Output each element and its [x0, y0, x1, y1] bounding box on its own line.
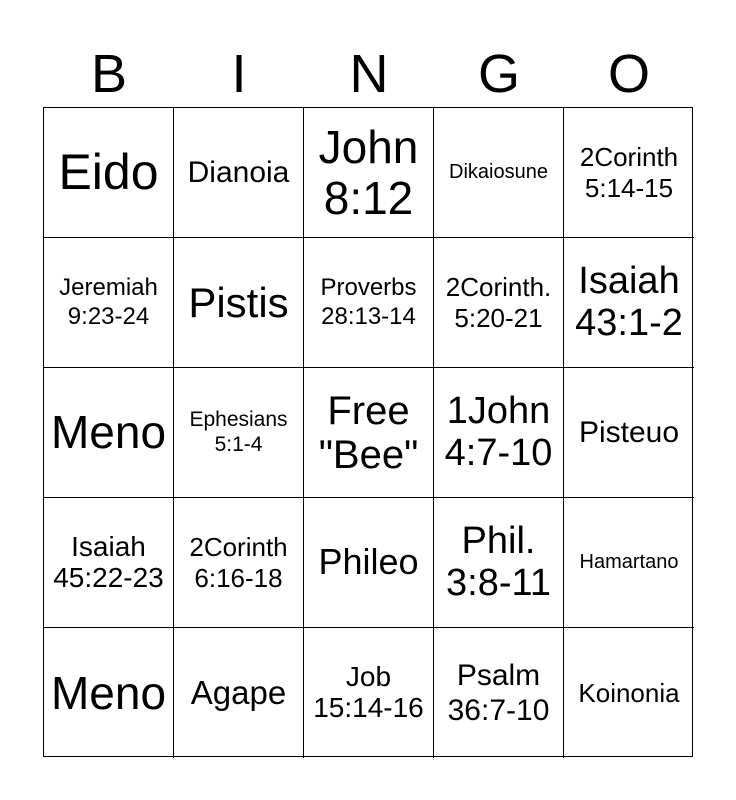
bingo-cell-r1-c4[interactable] [434, 108, 564, 238]
bingo-header [44, 40, 694, 108]
cell-text: Pisteuo [578, 415, 680, 449]
cell-text: 2Corinth 6:16-18 [189, 531, 288, 593]
bingo-cell-r1-c5[interactable] [564, 108, 694, 238]
cell-text: 2Corinth. 5:20-21 [445, 271, 552, 333]
bingo-cell-r1-c3[interactable] [304, 108, 434, 238]
cell-text: Proverbs 28:13-14 [320, 274, 417, 330]
cell-text: Isaiah 45:22-23 [53, 530, 164, 593]
bingo-cell-r4-c3[interactable] [304, 498, 434, 628]
header-letter-o: O [607, 44, 650, 104]
cell-text: Psalm 36:7-10 [447, 658, 550, 727]
bingo-cell-r3-c2[interactable] [174, 368, 304, 498]
bingo-cell-r2-c5[interactable] [564, 238, 694, 368]
cell-text: Koinonia [578, 677, 680, 708]
bingo-cell-r5-c5[interactable] [564, 628, 694, 758]
cell-text: Agape [190, 673, 287, 711]
bingo-cell-r3-c3[interactable] [304, 368, 434, 498]
cell-text: Isaiah 43:1-2 [575, 259, 683, 344]
bingo-cell-r2-c1[interactable] [44, 238, 174, 368]
bingo-cell-r5-c2[interactable] [174, 628, 304, 758]
bingo-cell-r3-c4[interactable] [434, 368, 564, 498]
cell-text: Meno [50, 666, 167, 719]
bingo-cell-r2-c3[interactable] [304, 238, 434, 368]
cell-text: Job 15:14-16 [313, 661, 424, 723]
cell-text: John 8:12 [318, 120, 419, 224]
header-letter-g: G [477, 44, 520, 104]
cell-text: Free "Bee" [318, 388, 419, 477]
cell-text: Ephesians 5:1-4 [189, 407, 288, 456]
bingo-cell-r5-c1[interactable] [44, 628, 174, 758]
header-letter-b: B [90, 44, 128, 104]
bingo-cell-r2-c2[interactable] [174, 238, 304, 368]
bingo-cell-r5-c4[interactable] [434, 628, 564, 758]
bingo-cell-r5-c3[interactable] [304, 628, 434, 758]
cell-text: Phil. 3:8-11 [446, 519, 551, 604]
cell-text: Jeremiah 9:23-24 [59, 274, 158, 330]
cell-text: 1John 4:7-10 [444, 389, 553, 474]
bingo-cell-r4-c1[interactable] [44, 498, 174, 628]
bingo-cell-r4-c5[interactable] [564, 498, 694, 628]
cell-text: Dianoia [187, 155, 290, 189]
bingo-cell-r3-c5[interactable] [564, 368, 694, 498]
cell-text: Eido [58, 144, 159, 200]
cell-text: Meno [50, 406, 167, 459]
bingo-cell-r1-c1[interactable] [44, 108, 174, 238]
cell-text: Pistis [188, 278, 289, 326]
bingo-board [43, 107, 693, 757]
bingo-cell-r2-c4[interactable] [434, 238, 564, 368]
header-letter-n: N [349, 44, 389, 104]
cell-text: Phileo [318, 541, 419, 583]
bingo-cell-r4-c4[interactable] [434, 498, 564, 628]
cell-text: 2Corinth 5:14-15 [579, 141, 679, 203]
bingo-cell-r3-c1[interactable] [44, 368, 174, 498]
cell-text: Dikaiosune [449, 160, 548, 183]
bingo-cell-r1-c2[interactable] [174, 108, 304, 238]
cell-text: Hamartano [579, 550, 679, 573]
header-letter-i: I [231, 44, 247, 104]
bingo-cell-r4-c2[interactable] [174, 498, 304, 628]
